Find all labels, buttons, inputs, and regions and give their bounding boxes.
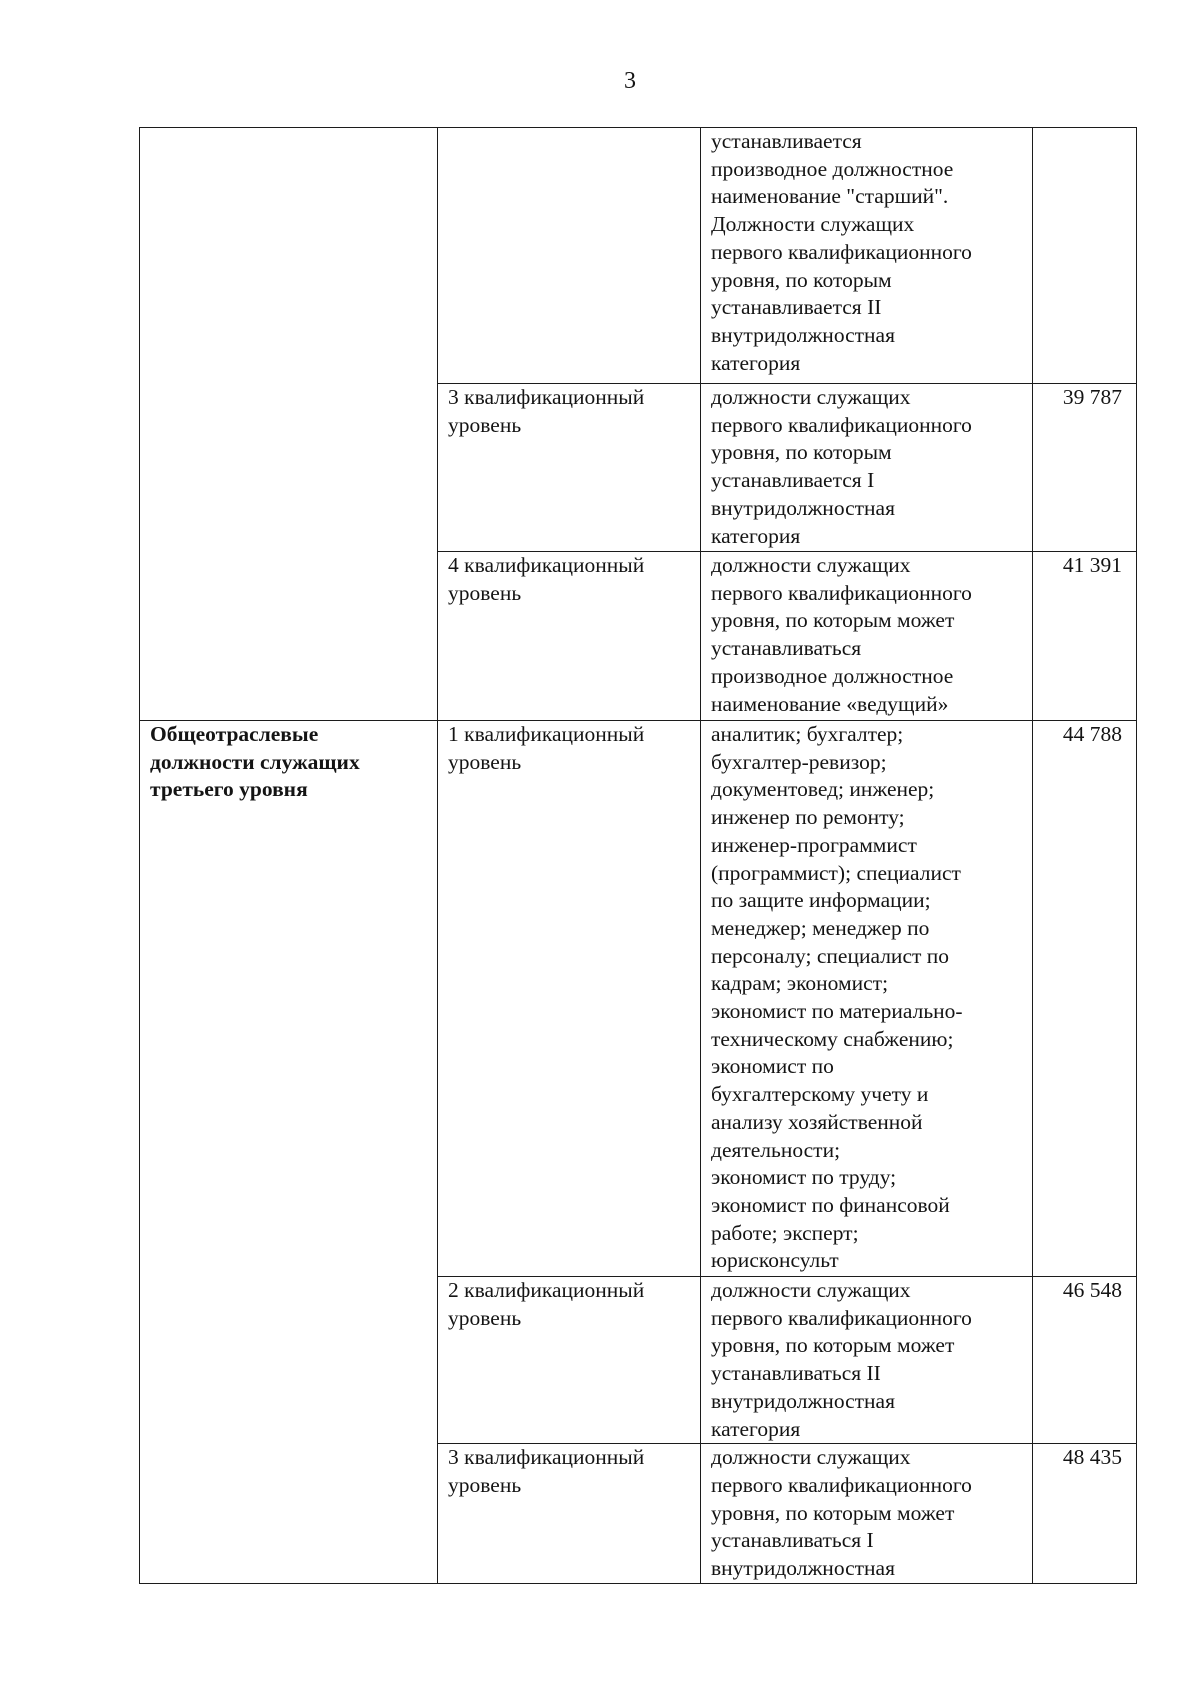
description-cell — [701, 1444, 1033, 1584]
description-cell — [701, 1277, 1033, 1444]
salary-value: 41 391 — [1062, 553, 1122, 577]
page-number: 3 — [624, 68, 636, 94]
description-cell — [701, 552, 1033, 721]
level-label: 1 квалификационный уровень — [448, 722, 645, 774]
salary-value: 39 787 — [1062, 385, 1122, 409]
salary-cell — [1033, 384, 1137, 552]
salary-value: 46 548 — [1062, 1278, 1122, 1302]
position-description: устанавливается производное должностное наименование "старший". Должности служащих первого квалификационного уровня, по которым устанавливается II внутридолжностная категория — [711, 129, 972, 375]
position-description: должности служащих первого квалификационного уровня, по которым может устанавливаться II внутридолжностная категория — [711, 1278, 972, 1441]
description-cell — [701, 128, 1033, 384]
level-cell — [438, 721, 701, 1277]
position-description: должности служащих первого квалификационного уровня, по которым может устанавливаться производное должностное наименование «ведущий» — [711, 553, 972, 716]
level-cell — [438, 1277, 701, 1444]
salary-cell — [1033, 1277, 1137, 1444]
level-label: 2 квалификационный уровень — [448, 1278, 645, 1330]
level-cell — [438, 384, 701, 552]
group-cell — [140, 128, 438, 721]
description-cell — [701, 721, 1033, 1277]
level-label: 4 квалификационный уровень — [448, 553, 645, 605]
description-cell — [701, 384, 1033, 552]
level-label: 3 квалификационный уровень — [448, 385, 645, 437]
salary-table — [139, 127, 1137, 1584]
salary-cell — [1033, 128, 1137, 384]
group-cell — [140, 721, 438, 1584]
salary-cell — [1033, 1444, 1137, 1584]
level-label: 3 квалификационный уровень — [448, 1445, 645, 1497]
salary-cell — [1033, 552, 1137, 721]
group-title: Общеотраслевые должности служащих третьего уровня — [150, 722, 360, 802]
salary-value: 44 788 — [1062, 722, 1122, 746]
level-cell — [438, 552, 701, 721]
salary-cell — [1033, 721, 1137, 1277]
position-description: должности служащих первого квалификационного уровня, по которым может устанавливаться I внутридолжностная — [711, 1445, 972, 1581]
level-cell — [438, 128, 701, 384]
position-description: должности служащих первого квалификационного уровня, по которым устанавливается I внутридолжностная категория — [711, 385, 972, 548]
table-row — [140, 128, 1137, 384]
position-description: аналитик; бухгалтер; бухгалтер-ревизор; документовед; инженер; инженер по ремонту; инженер-программист (программист); специалист по защите информации; менеджер; менеджер по персоналу; специалист по кадрам; экономист; экономист по материально- техническому снабжению; экономист по бухгалтерскому учету и анализу хозяйственной деятельности; экономист по труду; экономист по финансовой работе; эксперт; юрисконсульт — [711, 722, 963, 1273]
salary-value: 48 435 — [1062, 1445, 1122, 1470]
table-row — [140, 721, 1137, 1277]
level-cell — [438, 1444, 701, 1584]
